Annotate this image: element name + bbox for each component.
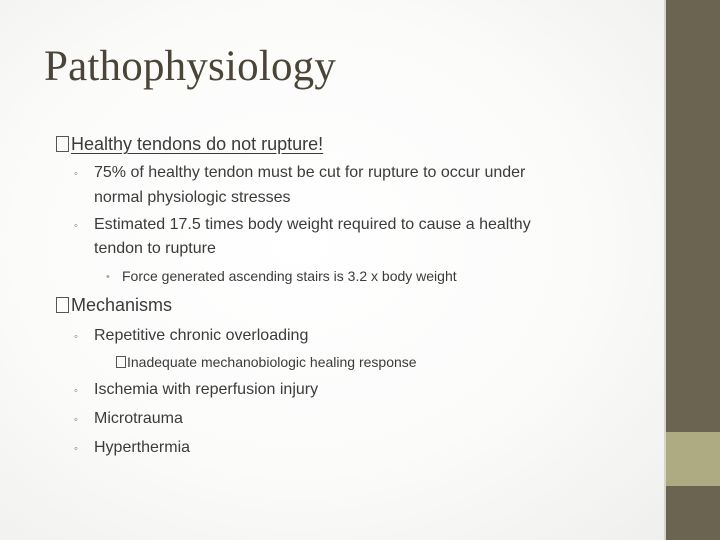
list-item-text: Estimated 17.5 times body weight required to cause a healthy bbox=[94, 216, 531, 233]
hollow-circle-bullet-icon: ◦ bbox=[74, 331, 78, 343]
side-band-accent bbox=[666, 432, 720, 486]
sub-list-item-text: Inadequate mechanobiologic healing response bbox=[127, 354, 417, 370]
hollow-circle-bullet-icon: ◦ bbox=[74, 168, 78, 180]
sub-list-item bbox=[106, 268, 457, 284]
list-item bbox=[74, 410, 183, 428]
list-item-text: Hyperthermia bbox=[94, 439, 191, 456]
list-item bbox=[74, 439, 190, 457]
hollow-circle-bullet-icon: ◦ bbox=[74, 443, 78, 455]
checkbox-bullet-icon bbox=[56, 297, 69, 313]
section-heading-mechanisms bbox=[56, 295, 172, 316]
hollow-circle-bullet-icon: ◦ bbox=[74, 385, 78, 397]
slide-title: Pathophysiology bbox=[44, 43, 337, 90]
section-heading-text: Healthy tendons do not rupture! bbox=[71, 134, 324, 154]
list-item bbox=[74, 381, 318, 399]
section-heading-healthy-tendons bbox=[56, 134, 323, 155]
small-dot-bullet-icon: • bbox=[106, 271, 110, 283]
list-item-text: Ischemia with reperfusion injury bbox=[94, 381, 319, 398]
list-item bbox=[74, 216, 531, 234]
sub-list-item-text: Force generated ascending stairs is 3.2 x body weight bbox=[122, 268, 457, 284]
list-item-continuation: normal physiologic stresses bbox=[94, 189, 291, 206]
list-item-continuation: tendon to rupture bbox=[94, 240, 216, 257]
list-item-text: Microtrauma bbox=[94, 410, 183, 427]
list-item-text: Repetitive chronic overloading bbox=[94, 327, 309, 344]
hollow-circle-bullet-icon: ◦ bbox=[74, 220, 78, 232]
checkbox-bullet-icon bbox=[116, 356, 126, 368]
section-heading-text: Mechanisms bbox=[71, 295, 173, 315]
list-item-text: 75% of healthy tendon must be cut for rupture to occur under bbox=[94, 164, 526, 181]
list-item bbox=[74, 164, 525, 182]
sub-list-item bbox=[116, 354, 417, 370]
list-item bbox=[74, 327, 308, 345]
checkbox-bullet-icon bbox=[56, 136, 69, 152]
hollow-circle-bullet-icon: ◦ bbox=[74, 414, 78, 426]
